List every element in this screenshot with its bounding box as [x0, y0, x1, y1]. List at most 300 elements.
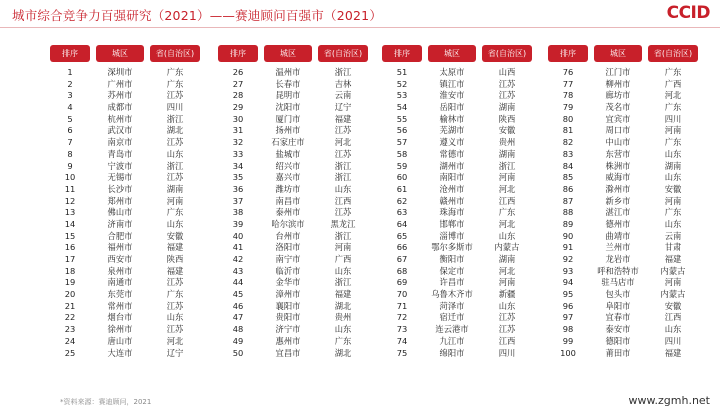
province-cell: 河南: [664, 277, 682, 288]
city-cell: 无锡市: [107, 172, 133, 183]
rank-cell: 100: [560, 347, 576, 358]
rank-cell: 15: [64, 230, 76, 241]
table-row: [382, 149, 542, 161]
table-row: [548, 242, 708, 254]
rank-cell: 60: [396, 172, 408, 183]
city-cell: 茂名市: [605, 102, 631, 113]
rank-cell: 78: [562, 90, 574, 101]
rank-cell: 84: [562, 160, 574, 171]
rank-cell: 98: [562, 324, 574, 335]
province-cell: 山东: [166, 148, 184, 159]
table-row: [50, 312, 210, 324]
province-cell: 江西: [334, 195, 352, 206]
city-cell: 岳阳市: [439, 102, 465, 113]
table-row: [382, 348, 542, 360]
table-row: [50, 161, 210, 173]
province-cell: 湖北: [334, 300, 352, 311]
ranking-column-2: [218, 45, 378, 359]
rank-cell: 31: [232, 125, 244, 136]
rank-cell: 18: [64, 265, 76, 276]
rank-cell: 8: [67, 148, 73, 159]
province-cell: 陕西: [498, 113, 516, 124]
city-cell: 德州市: [605, 218, 631, 229]
city-cell: 九江市: [439, 335, 465, 346]
province-cell: 广东: [166, 289, 184, 300]
rank-cell: 92: [562, 254, 574, 264]
rank-cell: 1: [67, 67, 73, 77]
province-cell: 广东: [664, 207, 682, 218]
table-row: [50, 301, 210, 313]
city-cell: 广州市: [107, 78, 133, 89]
province-cell: 河北: [334, 137, 352, 148]
rank-cell: 17: [64, 254, 76, 264]
province-cell: 四川: [664, 335, 682, 346]
province-cell: 湖北: [166, 125, 184, 136]
province-cell: 广东: [334, 335, 352, 346]
rank-cell: 93: [562, 265, 574, 276]
table-row: [218, 172, 378, 184]
city-cell: 沈阳市: [275, 102, 301, 113]
province-cell: 河南: [498, 172, 516, 183]
city-cell: 潍坊市: [275, 183, 301, 194]
table-row: [218, 207, 378, 219]
rank-cell: 50: [232, 347, 244, 358]
table-row: [50, 172, 210, 184]
table-row: [382, 301, 542, 313]
rank-cell: 2: [67, 78, 73, 89]
table-row: [382, 207, 542, 219]
table-row: [548, 207, 708, 219]
city-cell: 连云港市: [435, 324, 469, 335]
city-cell: 廊坊市: [605, 90, 631, 101]
rank-cell: 39: [232, 218, 244, 229]
city-cell: 临沂市: [275, 265, 301, 276]
province-cell: 江苏: [498, 324, 516, 335]
city-cell: 南京市: [107, 137, 133, 148]
province-cell: 浙江: [334, 67, 352, 77]
rank-cell: 74: [396, 335, 408, 346]
rank-cell: 20: [64, 289, 76, 300]
province-cell: 河北: [498, 265, 516, 276]
table-row: [218, 242, 378, 254]
province-cell: 山东: [166, 312, 184, 323]
city-cell: 呼和浩特市: [597, 265, 639, 276]
city-cell: 武汉市: [107, 125, 133, 136]
city-cell: 邯郸市: [439, 218, 465, 229]
city-cell: 包头市: [605, 289, 631, 300]
province-cell: 湖南: [498, 254, 516, 264]
city-cell: 鄂尔多斯市: [431, 242, 473, 253]
province-cell: 湖南: [166, 183, 184, 194]
province-cell: 辽宁: [166, 347, 184, 358]
city-cell: 金华市: [275, 277, 301, 288]
rank-cell: 44: [232, 277, 244, 288]
table-row: [548, 348, 708, 360]
table-row: [382, 172, 542, 184]
province-cell: 江苏: [166, 137, 184, 148]
city-cell: 西安市: [107, 254, 133, 264]
header-rank: 排序: [548, 45, 588, 62]
rank-cell: 53: [396, 90, 408, 101]
city-cell: 淄博市: [439, 230, 465, 241]
rank-cell: 46: [232, 300, 244, 311]
province-cell: 山东: [498, 300, 516, 311]
rank-cell: 29: [232, 102, 244, 113]
rank-cell: 83: [562, 148, 574, 159]
city-cell: 哈尔滨市: [271, 218, 305, 229]
rank-cell: 88: [562, 207, 574, 218]
rank-cell: 14: [64, 218, 76, 229]
table-row: [218, 289, 378, 301]
table-row: [218, 102, 378, 114]
province-cell: 甘肃: [664, 242, 682, 253]
table-row: [548, 184, 708, 196]
table-row: [382, 266, 542, 278]
city-cell: 太原市: [439, 67, 465, 77]
table-row: [50, 231, 210, 243]
table-row: [50, 219, 210, 231]
table-row: [50, 67, 210, 79]
province-cell: 江苏: [498, 90, 516, 101]
province-cell: 河北: [166, 335, 184, 346]
city-cell: 淮安市: [439, 90, 465, 101]
city-cell: 绍兴市: [275, 160, 301, 171]
rank-cell: 42: [232, 254, 244, 264]
rank-cell: 96: [562, 300, 574, 311]
table-row: [548, 336, 708, 348]
rank-cell: 69: [396, 277, 408, 288]
table-row: [218, 301, 378, 313]
province-cell: 江苏: [166, 300, 184, 311]
header-city: 城区: [264, 45, 312, 62]
province-cell: 广东: [664, 102, 682, 113]
table-row: [382, 102, 542, 114]
rank-cell: 36: [232, 183, 244, 194]
city-cell: 柳州市: [605, 78, 631, 89]
rank-cell: 47: [232, 312, 244, 323]
table-row: [548, 172, 708, 184]
province-cell: 浙江: [334, 277, 352, 288]
rank-cell: 13: [64, 207, 76, 218]
province-cell: 福建: [166, 242, 184, 253]
table-row: [218, 149, 378, 161]
province-cell: 江西: [664, 312, 682, 323]
header-city: 城区: [594, 45, 642, 62]
city-cell: 保定市: [439, 265, 465, 276]
rank-cell: 97: [562, 312, 574, 323]
table-row: [548, 219, 708, 231]
rank-cell: 71: [396, 300, 408, 311]
city-cell: 赣州市: [439, 195, 465, 206]
table-row: [548, 137, 708, 149]
city-cell: 温州市: [275, 67, 301, 77]
table-row: [50, 277, 210, 289]
province-cell: 山东: [334, 183, 352, 194]
city-cell: 泉州市: [107, 265, 133, 276]
rank-cell: 48: [232, 324, 244, 335]
city-cell: 南昌市: [275, 195, 301, 206]
city-cell: 常德市: [439, 148, 465, 159]
rank-cell: 58: [396, 148, 408, 159]
rank-cell: 51: [396, 67, 408, 77]
province-cell: 安徽: [664, 183, 682, 194]
rank-cell: 40: [232, 230, 244, 241]
province-cell: 山西: [498, 67, 516, 77]
city-cell: 遵义市: [439, 137, 465, 148]
table-row: [382, 67, 542, 79]
city-cell: 漳州市: [275, 289, 301, 300]
city-cell: 镇江市: [439, 78, 465, 89]
rank-cell: 73: [396, 324, 408, 335]
ranking-column-3: [382, 45, 542, 359]
province-cell: 山东: [334, 324, 352, 335]
province-cell: 福建: [334, 289, 352, 300]
table-row: [382, 90, 542, 102]
city-cell: 中山市: [605, 137, 631, 148]
rank-cell: 27: [232, 78, 244, 89]
rank-cell: 72: [396, 312, 408, 323]
table-row: [218, 161, 378, 173]
table-row: [548, 102, 708, 114]
province-cell: 吉林: [334, 78, 352, 89]
table-row: [50, 102, 210, 114]
rank-cell: 38: [232, 207, 244, 218]
province-cell: 江苏: [166, 324, 184, 335]
rank-cell: 5: [67, 113, 73, 124]
table-row: [382, 277, 542, 289]
table-row: [218, 348, 378, 360]
ranking-column-1: [50, 45, 210, 359]
table-row: [50, 196, 210, 208]
city-cell: 佛山市: [107, 207, 133, 218]
rank-cell: 26: [232, 67, 244, 77]
province-cell: 河南: [664, 195, 682, 206]
table-row: [548, 125, 708, 137]
province-cell: 山东: [664, 218, 682, 229]
province-cell: 安徽: [664, 300, 682, 311]
table-row: [548, 67, 708, 79]
province-cell: 广西: [334, 254, 352, 264]
table-row: [50, 125, 210, 137]
province-cell: 四川: [498, 347, 516, 358]
header-province: 省(自治区): [482, 45, 532, 62]
rank-cell: 91: [562, 242, 574, 253]
table-row: [218, 184, 378, 196]
province-cell: 陕西: [166, 254, 184, 264]
city-cell: 株洲市: [605, 160, 631, 171]
table-row: [50, 242, 210, 254]
table-row: [218, 196, 378, 208]
province-cell: 浙江: [166, 160, 184, 171]
province-cell: 内蒙古: [660, 265, 686, 276]
table-row: [50, 114, 210, 126]
rank-cell: 3: [67, 90, 73, 101]
table-row: [50, 90, 210, 102]
city-cell: 芜湖市: [439, 125, 465, 136]
city-cell: 东莞市: [107, 289, 133, 300]
province-cell: 广东: [166, 207, 184, 218]
header-province: 省(自治区): [150, 45, 200, 62]
rank-cell: 79: [562, 102, 574, 113]
rank-cell: 95: [562, 289, 574, 300]
city-cell: 盐城市: [275, 148, 301, 159]
table-row: [218, 266, 378, 278]
province-cell: 江西: [498, 195, 516, 206]
city-cell: 曲靖市: [605, 230, 631, 241]
province-cell: 浙江: [334, 160, 352, 171]
rank-cell: 89: [562, 218, 574, 229]
city-cell: 大连市: [107, 347, 133, 358]
rank-cell: 9: [67, 160, 73, 171]
table-header: [382, 45, 542, 62]
city-cell: 宜宾市: [605, 113, 631, 124]
province-cell: 河南: [498, 277, 516, 288]
city-cell: 烟台市: [107, 312, 133, 323]
city-cell: 许昌市: [439, 277, 465, 288]
rank-cell: 67: [396, 254, 408, 264]
city-cell: 东营市: [605, 148, 631, 159]
city-cell: 合肥市: [107, 230, 133, 241]
city-cell: 南阳市: [439, 172, 465, 183]
province-cell: 湖南: [664, 160, 682, 171]
rank-cell: 63: [396, 207, 408, 218]
rank-cell: 37: [232, 195, 244, 206]
rank-cell: 94: [562, 277, 574, 288]
table-row: [218, 219, 378, 231]
table-row: [382, 312, 542, 324]
province-cell: 安徽: [166, 230, 184, 241]
province-cell: 河南: [664, 125, 682, 136]
province-cell: 江苏: [334, 148, 352, 159]
header-city: 城区: [428, 45, 476, 62]
rank-cell: 35: [232, 172, 244, 183]
table-row: [382, 242, 542, 254]
province-cell: 江苏: [334, 207, 352, 218]
city-cell: 郑州市: [107, 195, 133, 206]
province-cell: 云南: [334, 90, 352, 101]
table-row: [50, 348, 210, 360]
city-cell: 新乡市: [605, 195, 631, 206]
table-row: [50, 254, 210, 266]
city-cell: 阜阳市: [605, 300, 631, 311]
rank-cell: 59: [396, 160, 408, 171]
province-cell: 江西: [498, 335, 516, 346]
city-cell: 昆明市: [275, 90, 301, 101]
province-cell: 山东: [166, 218, 184, 229]
rank-cell: 81: [562, 125, 574, 136]
city-cell: 周口市: [605, 125, 631, 136]
city-cell: 惠州市: [275, 335, 301, 346]
rank-cell: 75: [396, 347, 408, 358]
table-row: [548, 90, 708, 102]
city-cell: 石家庄市: [271, 137, 305, 148]
city-cell: 成都市: [107, 102, 133, 113]
province-cell: 江苏: [166, 172, 184, 183]
province-cell: 四川: [166, 102, 184, 113]
city-cell: 兰州市: [605, 242, 631, 253]
rank-cell: 34: [232, 160, 244, 171]
rank-cell: 82: [562, 137, 574, 148]
city-cell: 沧州市: [439, 183, 465, 194]
header-divider: [0, 27, 720, 28]
province-cell: 浙江: [334, 172, 352, 183]
province-cell: 浙江: [166, 113, 184, 124]
province-cell: 广西: [664, 78, 682, 89]
province-cell: 河北: [498, 183, 516, 194]
rank-cell: 55: [396, 113, 408, 124]
table-row: [382, 231, 542, 243]
city-cell: 宜昌市: [275, 347, 301, 358]
ccid-logo: CCID: [666, 3, 710, 23]
city-cell: 深圳市: [107, 67, 133, 77]
city-cell: 宿迁市: [439, 312, 465, 323]
header-rank: 排序: [382, 45, 422, 62]
city-cell: 湖州市: [439, 160, 465, 171]
table-row: [548, 312, 708, 324]
rank-cell: 23: [64, 324, 76, 335]
rank-cell: 68: [396, 265, 408, 276]
table-row: [218, 79, 378, 91]
table-row: [50, 207, 210, 219]
table-row: [382, 324, 542, 336]
city-cell: 泰州市: [275, 207, 301, 218]
province-cell: 浙江: [334, 230, 352, 241]
province-cell: 河南: [166, 195, 184, 206]
rank-cell: 90: [562, 230, 574, 241]
rank-cell: 57: [396, 137, 408, 148]
province-cell: 山东: [334, 265, 352, 276]
rank-cell: 62: [396, 195, 408, 206]
table-header: [218, 45, 378, 62]
page-title: 城市综合竞争力百强研究（2021）——赛迪顾问百强市（2021）: [12, 8, 383, 23]
table-row: [382, 114, 542, 126]
table-row: [50, 184, 210, 196]
city-cell: 驻马店市: [601, 277, 635, 288]
rank-cell: 10: [64, 172, 76, 183]
city-cell: 济南市: [107, 218, 133, 229]
rank-cell: 41: [232, 242, 244, 253]
table-row: [548, 324, 708, 336]
province-cell: 山东: [664, 324, 682, 335]
rank-cell: 16: [64, 242, 76, 253]
table-row: [382, 125, 542, 137]
table-row: [548, 161, 708, 173]
city-cell: 乌鲁木齐市: [431, 289, 473, 300]
province-cell: 江苏: [166, 90, 184, 101]
city-cell: 菏泽市: [439, 300, 465, 311]
rank-cell: 80: [562, 113, 574, 124]
city-cell: 南宁市: [275, 254, 301, 264]
table-header: [548, 45, 708, 62]
city-cell: 洛阳市: [275, 242, 301, 253]
province-cell: 福建: [334, 113, 352, 124]
rank-cell: 33: [232, 148, 244, 159]
city-cell: 贵阳市: [275, 312, 301, 323]
province-cell: 江苏: [498, 78, 516, 89]
city-cell: 嘉兴市: [275, 172, 301, 183]
table-row: [218, 336, 378, 348]
city-cell: 泰安市: [605, 324, 631, 335]
rank-cell: 65: [396, 230, 408, 241]
table-row: [382, 79, 542, 91]
table-row: [548, 289, 708, 301]
province-cell: 山东: [664, 148, 682, 159]
province-cell: 山东: [498, 230, 516, 241]
rank-cell: 11: [64, 183, 76, 194]
province-cell: 新疆: [498, 289, 516, 300]
table-row: [382, 196, 542, 208]
city-cell: 湛江市: [605, 207, 631, 218]
